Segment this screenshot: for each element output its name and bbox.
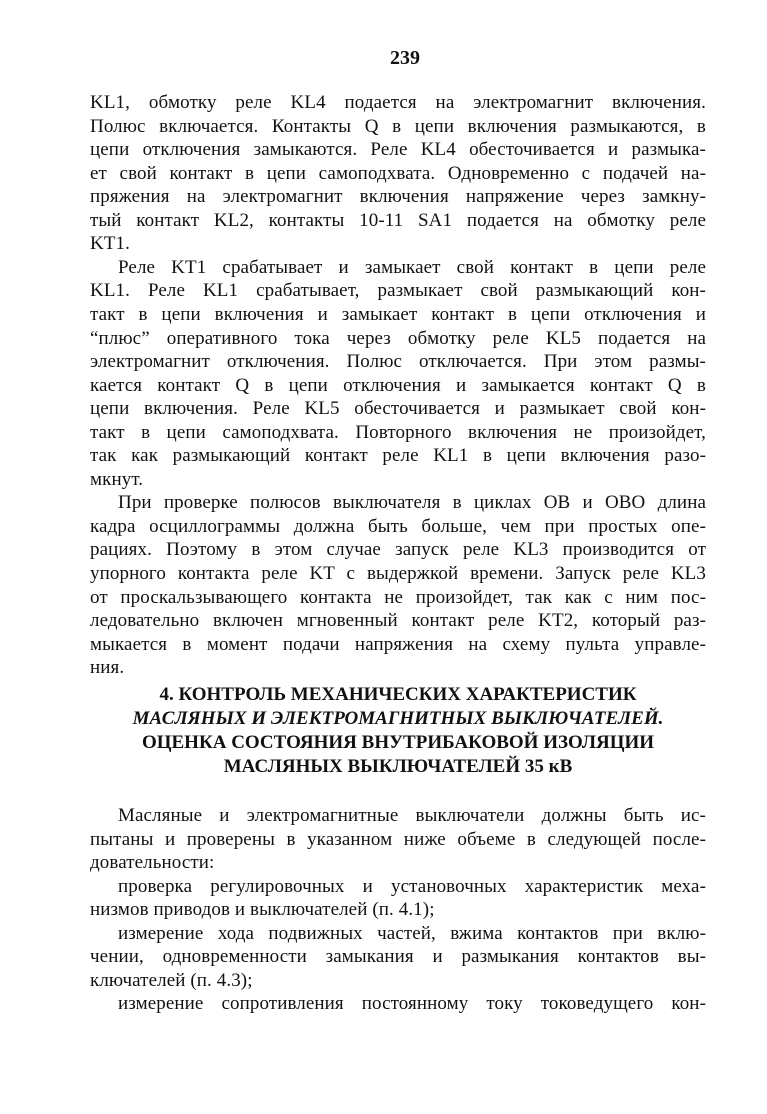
text-line: рациях. Поэтому в этом случае запуск реле KL3 производится от: [90, 539, 706, 561]
heading-line: МАСЛЯНЫХ ВЫКЛЮЧАТЕЛЕЙ 35 кВ: [223, 756, 573, 777]
text-line: кадра осциллограммы должна быть больше, чем при простых опе-: [90, 515, 706, 537]
text-line: мкнут.: [90, 468, 144, 490]
text-line: ет свой контакт в цепи самоподхвата. Одновременно с подачей на-: [90, 162, 706, 184]
text-line: KL1. Реле KL1 срабатывает, размыкает свой размыкающий кон-: [90, 280, 706, 302]
text-line: Реле KT1 срабатывает и замыкает свой контакт в цепи реле: [118, 256, 706, 278]
text-line: ключателей (п. 4.3);: [90, 969, 253, 991]
text-line: “плюс” оперативного тока через обмотку реле KL5 подается на: [90, 327, 706, 349]
text-line: цепи отключения замыкаются. Реле KL4 обесточивается и размыка-: [90, 139, 706, 161]
text-line: довательности:: [90, 852, 215, 874]
text-line: Масляные и электромагнитные выключатели должны быть ис-: [118, 805, 706, 826]
text-line: упорного контакта реле KT с выдержкой времени. Запуск реле KL3: [90, 563, 706, 584]
text-line: При проверке полюсов выключателя в циклах ОВ и ОВО длина: [118, 492, 706, 514]
text-line: измерение сопротивления постоянному току токоведущего кон-: [118, 993, 706, 1015]
text-line: ния.: [90, 657, 125, 679]
text-line: ледовательно включен мгновенный контакт реле KT2, который раз-: [90, 610, 706, 632]
text-line: чении, одновременности замыкания и размыкания контактов вы-: [90, 946, 706, 968]
text-line: KL1, обмотку реле KL4 подается на электромагнит включения.: [90, 92, 706, 113]
text-line: от проскальзывающего контакта не произойдет, так как с ним пос-: [90, 586, 706, 608]
text-line: цепи включения. Реле KL5 обесточивается и размыкает свой кон-: [90, 398, 706, 420]
text-line: такт в цепи самоподхвата. Повторного включения не произойдет,: [90, 421, 706, 443]
text-line: проверка регулировочных и установочных характеристик меха-: [118, 875, 706, 897]
text-line: такт в цепи включения и замыкает контакт в цепи отключения и: [90, 303, 706, 325]
heading-line: МАСЛЯНЫХ И ЭЛЕКТРОМАГНИТНЫХ ВЫКЛЮЧАТЕЛЕЙ.: [132, 708, 664, 729]
text-line: тый контакт KL2, контакты 10-11 SA1 подается на обмотку реле: [90, 209, 706, 231]
heading-line: ОЦЕНКА СОСТОЯНИЯ ВНУТРИБАКОВОЙ ИЗОЛЯЦИИ: [141, 732, 655, 753]
text-line: пытаны и проверены в указанном ниже объеме в следующей после-: [90, 828, 706, 850]
text-line: пряжения на электромагнит включения напряжение через замкну-: [90, 186, 706, 208]
text-line: кается контакт Q в цепи отключения и замыкается контакт Q в: [90, 374, 706, 396]
heading-line: 4. КОНТРОЛЬ МЕХАНИЧЕСКИХ ХАРАКТЕРИСТИК: [159, 684, 637, 705]
text-line: Полюс включается. Контакты Q в цепи включения размыкаются, в: [90, 115, 706, 137]
text-line: электромагнит отключения. Полюс отключается. При этом размы-: [90, 351, 706, 373]
text-line: так как размыкающий контакт реле KL1 в цепи включения разо-: [90, 445, 706, 467]
page-number: 239: [390, 47, 420, 69]
text-line: низмов приводов и выключателей (п. 4.1);: [90, 899, 435, 921]
text-line: KT1.: [90, 233, 130, 255]
text-line: измерение хода подвижных частей, вжима контактов при вклю-: [118, 922, 706, 944]
text-line: мыкается в момент подачи напряжения на схему пульта управле-: [90, 633, 706, 655]
